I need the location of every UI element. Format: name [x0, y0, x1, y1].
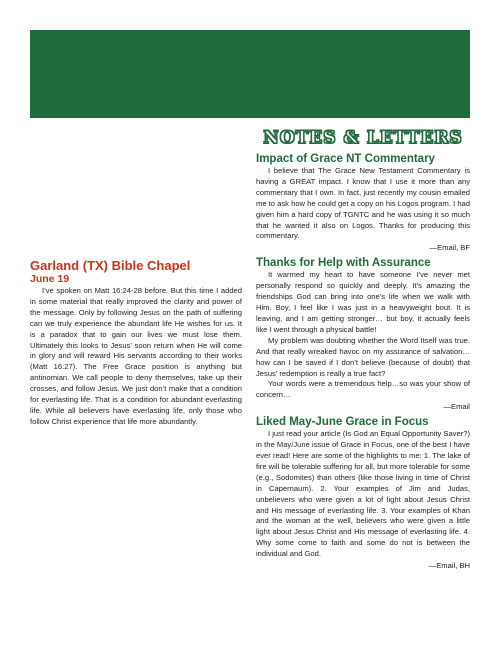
letter: [256, 415, 470, 571]
letter-paragraph: It warmed my heart to have someone I’ve never met personally respond so quickly and deeply. It’s amazing the friendships God can bring into one’s life when we walk with Him. Boy, I feel like I was just in a heavyweight bout. It is leaving, and I am getting stronger… but boy, it actually feels like I went through a physical battle!: [256, 270, 470, 334]
article-title: Garland (TX) Bible Chapel: [30, 258, 191, 273]
letter: [256, 256, 470, 412]
article-date: June 19: [30, 273, 70, 285]
right-column: [256, 128, 470, 574]
letter-signature: —Email, BH: [428, 561, 470, 571]
letter-paragraph: Your words were a tremendous help…so was your show of concern…: [256, 379, 470, 400]
letter-title: Impact of Grace NT Commentary: [256, 153, 435, 165]
letter-signature: —Email, BF: [429, 243, 470, 253]
letter-title: Liked May-June Grace in Focus: [256, 416, 429, 429]
letter-paragraph: My problem was doubting whether the Word Itself was true. And that really wreaked havoc on my assurance of salvation… how can I be saved if I don’t believe (because of doubt) that Jesus’ redemption is really a true fact?: [256, 335, 470, 378]
article-body: I’ve spoken on Matt 16:24-28 before. But this time I added in some material that really improved the clarity and power of the message. Only by following Jesus on the path of suffering can we truly experience the abundant life He wishes for us. It is a paradox that to gain our lives we must lose them. Ultimately this looks to Jesus’ soon return when He will come in glory and will reward His servants according to their works (Matt 16:27). The Free Grace position is anything but antinomian. We call people to deny themselves, take up their crosses, and follow Jesus. We just don’t make that a condition for everlasting life. That is a condition for abundant everlasting life. While all believers have everlasting life, only those who follow Christ experience that life more abundantly.: [30, 286, 242, 426]
letter-signature: —Email: [443, 402, 470, 412]
header-banner: [30, 30, 470, 118]
section-title: NOTES & LETTERS: [263, 128, 463, 148]
left-column: [30, 258, 242, 428]
letter: [256, 152, 470, 253]
letter-title: Thanks for Help with Assurance: [256, 257, 431, 270]
letter-paragraph: I believe that The Grace New Testament Commentary is having a GREAT impact. I know that I use it more than any commentary that I own. In fact, just recently my cousin emailed me to ask how he could get a copy on his Logos program. I had given him a hard copy of TGNTC and he was using it so much that he wanted it also on Logos. Thanks for producing this commentary.: [256, 166, 470, 241]
letter-paragraph: I just read your article (Is God an Equal Opportunity Saver?) in the May/June issue of Grace in Focus, one of the best I have ever read! Here are some of the highlights to me: 1. The lake of fire will be tolerable suffering for all, but more tolerable for some (e.g., Sodomites) than others (like those living in time of Christ in Capernaum). 2. Your examples of Jim and Judas, unbelievers who were given a lot of light about Jesus Christ and His message of everlasting life. 3. Your examples of Khan and the woman at the well, believers who were given a little light about Jesus Christ and His message of everlasting life. 4. Why some come to faith and some do not is between the individual and God.: [256, 429, 470, 559]
